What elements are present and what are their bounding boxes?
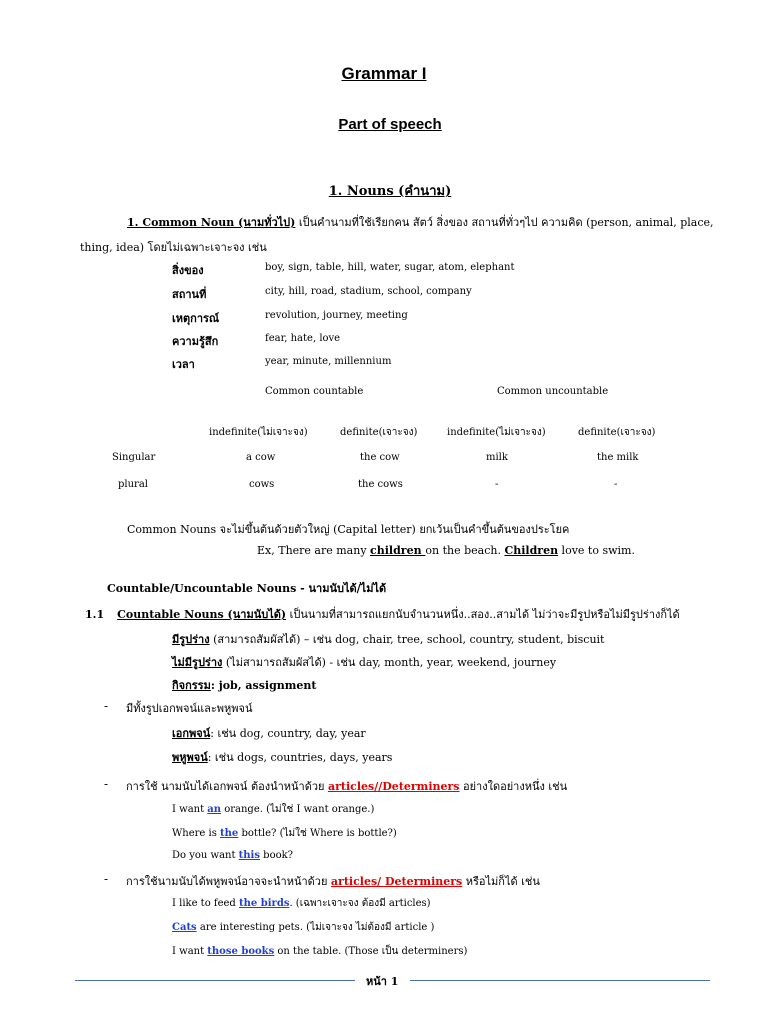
countable-item-text: : job, assignment xyxy=(210,679,317,692)
countable-heading: Countable/Uncountable Nouns - นามนับได้/ไม่ได้ xyxy=(107,582,387,595)
table-col-header: definite(เจาะจง) xyxy=(578,427,656,438)
plural-label: พหูพจน์ xyxy=(172,751,208,764)
table-cell: - xyxy=(495,479,499,490)
example-category: สิ่งของ xyxy=(172,264,204,277)
table-cell: the cow xyxy=(360,452,400,463)
usage-rule xyxy=(126,777,567,795)
capital-note: Common Nouns จะไม่ขึ้นต้นด้วยตัวใหญ่ (Capital letter) ยกเว้นเป็นคำขึ้นต้นของประโยค xyxy=(127,523,570,536)
common-noun-label: 1. Common Noun (นามทั่วไป) xyxy=(127,216,296,229)
countable-item-label: กิจกรรม xyxy=(172,679,211,692)
usage-example-text: Where is xyxy=(172,828,221,839)
countable-item xyxy=(172,676,317,694)
ex-text: Ex, There are many xyxy=(257,544,371,557)
page-number: หน้า 1 xyxy=(366,975,399,988)
countable-item-text: (สามารถสัมผัสได้) – เช่น dog, chair, tree, school, country, student, biscuit xyxy=(209,633,605,646)
usage-example xyxy=(172,944,467,959)
countable-label: Countable Nouns (นามนับได้) xyxy=(117,608,287,621)
table-cell: a cow xyxy=(246,452,276,463)
usage-text: การใช้นามนับได้พหูพจน์อาจจะนำหน้าด้วย xyxy=(126,875,331,888)
example-words: fear, hate, love xyxy=(265,333,341,344)
ex-text: love to swim. xyxy=(558,544,635,557)
example-words: year, minute, millennium xyxy=(265,356,392,367)
table-cell: milk xyxy=(486,452,508,463)
table-col-header: definite(เจาะจง) xyxy=(340,427,418,438)
countable-item xyxy=(172,630,604,648)
singular-row xyxy=(172,724,366,742)
example-words: boy, sign, table, hill, water, sugar, atom, elephant xyxy=(265,262,515,273)
plural-row xyxy=(172,748,392,766)
table-row-label: plural xyxy=(118,479,148,490)
common-noun-text: เป็นคำนามที่ใช้เรียกคน สัตว์ สิ่งของ สถานที่ทั่วๆไป ความคิด (person, animal, place, xyxy=(295,216,714,229)
bullet-dash: - xyxy=(104,699,109,713)
ex-highlight: children xyxy=(370,544,426,557)
table-cell: the milk xyxy=(597,452,639,463)
countable-item-label: มีรูปร่าง xyxy=(172,633,210,646)
usage-example xyxy=(172,920,434,935)
example-sentence xyxy=(257,544,635,557)
example-category: เวลา xyxy=(172,358,195,371)
article-highlight: the birds xyxy=(239,898,290,909)
countable-item-label: ไม่มีรูปร่าง xyxy=(172,656,223,669)
example-category: เหตุการณ์ xyxy=(172,312,220,325)
usage-text: อย่างใดอย่างหนึ่ง เช่น xyxy=(459,780,568,793)
table-group-header: Common countable xyxy=(265,386,364,397)
usage-example-text: book? xyxy=(260,850,294,861)
usage-example xyxy=(172,896,431,911)
usage-example xyxy=(172,850,293,861)
article-highlight: the xyxy=(220,828,239,839)
singular-plural-text: มีทั้งรูปเอกพจน์และพหูพจน์ xyxy=(126,702,253,715)
table-cell: cows xyxy=(249,479,275,490)
table-col-header: indefinite(ไม่เจาะจง) xyxy=(447,427,546,438)
common-noun-paragraph-cont: thing, idea) โดยไม่เฉพาะเจาะจง เช่น xyxy=(80,241,267,254)
common-noun-paragraph xyxy=(127,213,713,231)
example-words: revolution, journey, meeting xyxy=(265,310,408,321)
table-row-label: Singular xyxy=(112,452,156,463)
article-highlight: an xyxy=(207,804,222,815)
footer-rule-right xyxy=(410,980,710,981)
usage-example-text: . (เฉพาะเจาะจง ต้องมี articles) xyxy=(289,898,431,909)
section-heading: 1. Nouns (คำนาม) xyxy=(328,184,452,199)
usage-example xyxy=(172,826,397,841)
bullet-dash: - xyxy=(104,777,109,791)
countable-number: 1.1 xyxy=(85,608,105,621)
usage-example-text: bottle? (ไม่ใช่ Where is bottle?) xyxy=(238,828,397,839)
usage-example-text: I want xyxy=(172,946,208,957)
countable-paragraph xyxy=(85,605,680,623)
table-col-header: indefinite(ไม่เจาะจง) xyxy=(209,427,308,438)
bullet-dash: - xyxy=(104,872,109,886)
determiners-highlight: articles//Determiners xyxy=(327,780,460,793)
usage-example-text: orange. (ไม่ใช่ I want orange.) xyxy=(221,804,375,815)
usage-text: หรือไม่ก็ได้ เช่น xyxy=(462,875,540,888)
ex-text: on the beach. xyxy=(425,544,505,557)
table-cell: the cows xyxy=(358,479,403,490)
countable-item-text: (ไม่สามารถสัมผัสได้) - เช่น day, month, year, weekend, journey xyxy=(222,656,557,669)
article-highlight: those books xyxy=(207,946,275,957)
countable-text: เป็นนามที่สามารถแยกนับจำนวนหนึ่ง..สอง..สามได้ ไม่ว่าจะมีรูปหรือไม่มีรูปร่างก็ได้ xyxy=(286,608,680,621)
determiners-highlight: articles/ Determiners xyxy=(330,875,463,888)
article-highlight: this xyxy=(238,850,260,861)
ex-highlight: Children xyxy=(504,544,559,557)
usage-example-text: Do you want xyxy=(172,850,239,861)
plural-text: : เช่น dogs, countries, days, years xyxy=(207,751,393,764)
singular-label: เอกพจน์ xyxy=(172,727,211,740)
countable-item xyxy=(172,653,556,671)
footer-rule-left xyxy=(75,980,355,981)
page-title: Grammar I xyxy=(341,64,427,83)
usage-rule xyxy=(126,872,540,890)
usage-example-text: I like to feed xyxy=(172,898,240,909)
example-words: city, hill, road, stadium, school, company xyxy=(265,286,472,297)
example-category: ความรู้สึก xyxy=(172,335,219,348)
usage-example-text: are interesting pets. (ไม่เจาะจง ไม่ต้องมี article ) xyxy=(196,922,435,933)
table-cell: - xyxy=(614,479,618,490)
usage-text: การใช้ นามนับได้เอกพจน์ ต้องนำหน้าด้วย xyxy=(126,780,328,793)
usage-example xyxy=(172,802,374,817)
page-subtitle: Part of speech xyxy=(338,116,442,133)
singular-text: : เช่น dog, country, day, year xyxy=(210,727,366,740)
table-group-header: Common uncountable xyxy=(497,386,609,397)
example-category: สถานที่ xyxy=(172,288,207,301)
usage-example-text: on the table. (Those เป็น determiners) xyxy=(274,946,468,957)
usage-example-text: I want xyxy=(172,804,208,815)
article-highlight: Cats xyxy=(172,922,197,933)
